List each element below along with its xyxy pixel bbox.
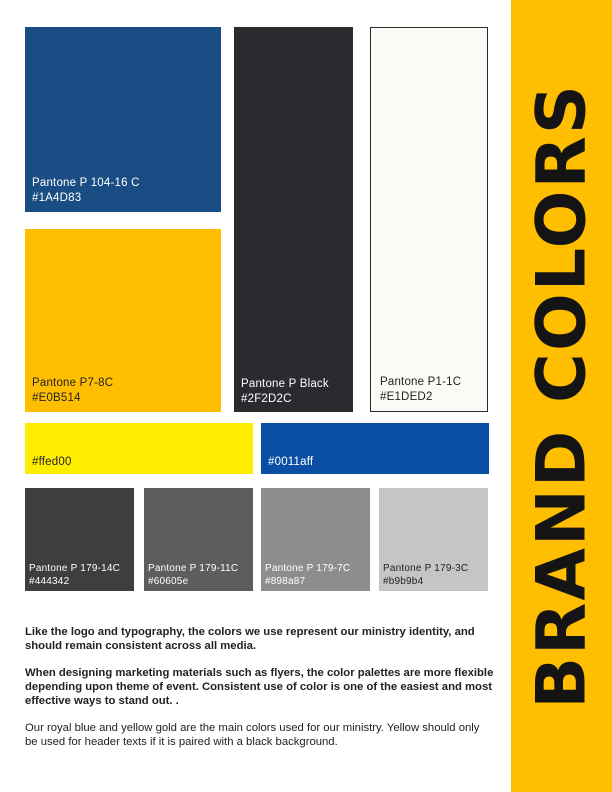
swatch-hex: #2F2D2C — [241, 393, 292, 405]
swatch-gray-4 — [379, 488, 488, 591]
swatch-hex: #898a87 — [265, 576, 306, 587]
swatch-hex: #E0B514 — [32, 392, 81, 404]
swatch-name: Pantone P 104-16 C — [32, 177, 140, 189]
swatch-blue — [25, 27, 221, 212]
swatch-hex: #E1DED2 — [380, 391, 433, 403]
swatch-name: Pantone P1-1C — [380, 376, 462, 388]
swatch-name: Pantone P 179-14C — [29, 563, 121, 574]
swatch-name: Pantone P Black — [241, 378, 329, 390]
swatch-hex: #b9b9b4 — [383, 576, 424, 587]
swatch-gray-1 — [25, 488, 134, 591]
swatch-gray-3 — [261, 488, 370, 591]
swatch-hex: #ffed00 — [32, 456, 72, 468]
paragraph-flexibility: When designing marketing materials such as flyers, the color palettes are more flexible depending upon theme of event. Consistent use of color is one of the easiest and most effective ways to stand out. . — [25, 667, 494, 707]
swatch-bright-yellow — [25, 423, 253, 474]
swatch-gold — [25, 229, 221, 412]
swatch-name: Pantone P 179-11C — [148, 563, 239, 574]
swatch-hex: #444342 — [29, 576, 70, 587]
swatch-hex: #60605e — [148, 576, 189, 587]
body-copy — [25, 625, 495, 762]
side-banner — [511, 0, 612, 792]
swatch-hex: #1A4D83 — [32, 192, 82, 204]
swatch-name: Pantone P7-8C — [32, 377, 114, 389]
paragraph-main-colors: Our royal blue and yellow gold are the main colors used for our ministry. Yellow should only be used for header texts if it is paired with a black background. — [25, 722, 480, 748]
paragraph-identity: Like the logo and typography, the colors we use represent our ministry identity, and should remain consistent across all media. — [25, 626, 475, 652]
swatch-name: Pantone P 179-3C — [383, 563, 469, 574]
swatch-black — [234, 27, 353, 412]
swatch-hex: #0011aff — [268, 456, 314, 468]
swatch-offwhite — [370, 27, 488, 412]
swatch-name: Pantone P 179-7C — [265, 563, 351, 574]
swatch-royal-blue — [261, 423, 489, 474]
page-title: BRAND COLORS — [522, 83, 601, 709]
swatch-gray-2 — [144, 488, 253, 591]
